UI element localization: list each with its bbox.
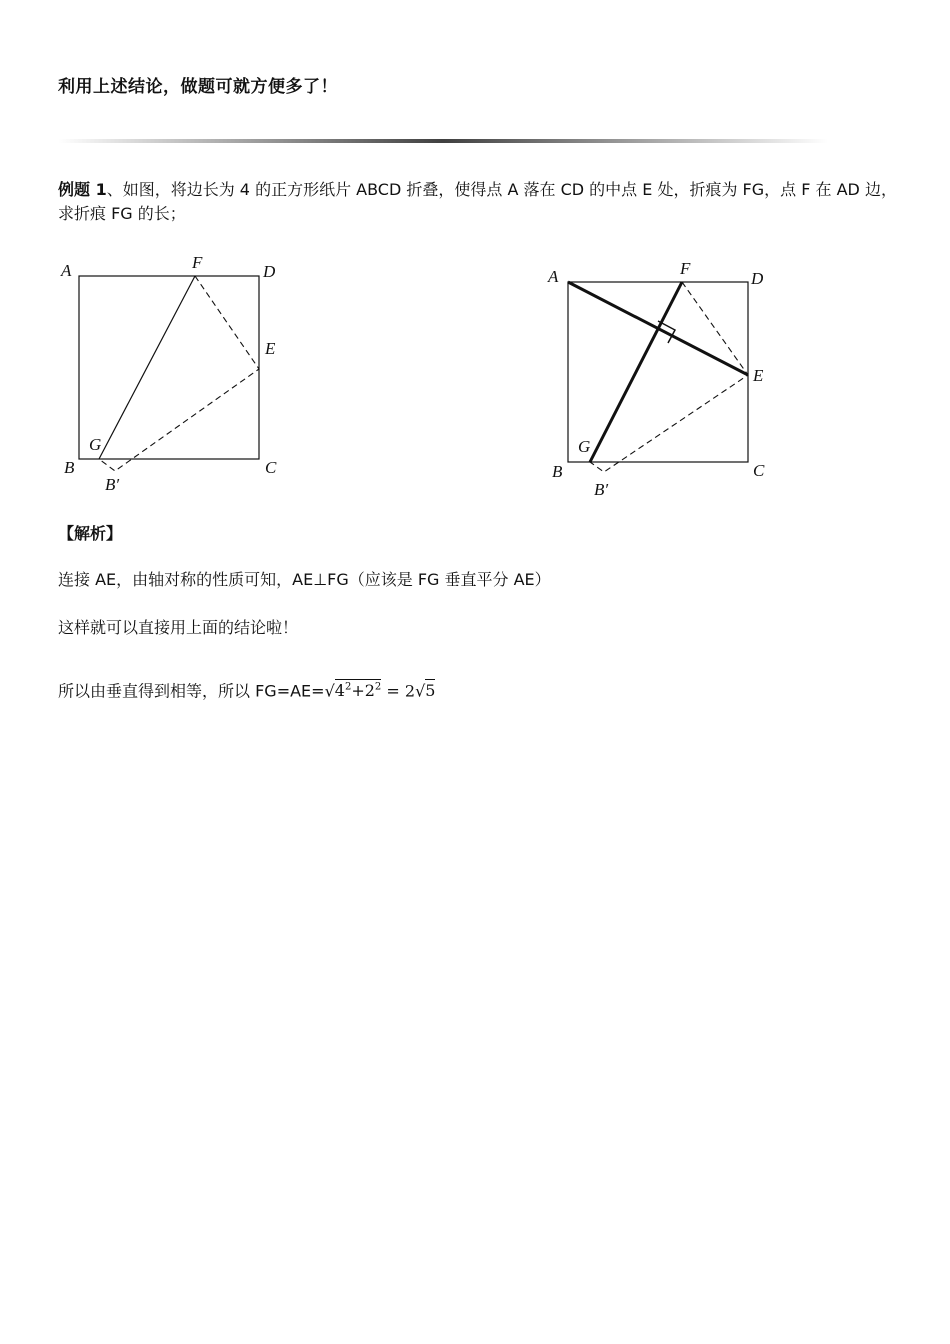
analysis-title: 【解析】 (58, 524, 123, 543)
label-d: D (751, 269, 764, 288)
analysis-line-1: 连接 AE，由轴对称的性质可知，AE⊥FG（应该是 FG 垂直平分 AE） (58, 570, 551, 589)
sqrt-symbol: √ (324, 681, 335, 701)
label-f: F (192, 253, 203, 272)
label-c: C (265, 458, 277, 477)
label-b-prime: B′ (105, 475, 120, 494)
section-heading: 利用上述结论，做题可就方便多了！ (58, 77, 338, 97)
figure-right (540, 250, 820, 505)
formula (325, 679, 436, 700)
label-g: G (89, 435, 102, 454)
label-g: G (578, 437, 591, 456)
label-f: F (680, 259, 691, 278)
label-b: B (552, 462, 563, 481)
sqrt-symbol-2: √ (415, 681, 426, 701)
label-a: A (548, 267, 559, 286)
label-b-prime: B′ (594, 480, 609, 499)
label-c: C (753, 461, 765, 480)
analysis-line-2: 这样就可以直接用上面的结论啦！ (58, 618, 299, 637)
example-text: 、如图，将边长为 4 的正方形纸片 ABCD 折叠，使得点 A 落在 CD 的中点 E 处，折痕为 FG，点 F 在 AD 边，求折痕 FG 的长； (58, 180, 897, 223)
fold-line-fg (99, 276, 195, 459)
square-abcd (79, 276, 259, 459)
example-label: 例题 1 (58, 180, 107, 199)
figure-left (55, 250, 315, 500)
radicand-2: 5 (425, 681, 436, 701)
line3-prefix: 所以由垂直得到相等，所以 FG=AE= (58, 681, 325, 701)
label-e: E (753, 366, 764, 385)
analysis-line-3 (58, 676, 435, 703)
label-d: D (263, 262, 276, 281)
divider-line (58, 139, 828, 143)
equals-sign: = (386, 681, 400, 701)
label-b: B (64, 458, 75, 477)
fold-line-fg (590, 282, 682, 462)
coefficient: 2 (404, 681, 416, 701)
radicand-1: $4^2+2^2$ (334, 681, 382, 701)
label-a: A (61, 261, 72, 280)
label-e: E (265, 339, 276, 358)
example-problem (58, 178, 898, 226)
